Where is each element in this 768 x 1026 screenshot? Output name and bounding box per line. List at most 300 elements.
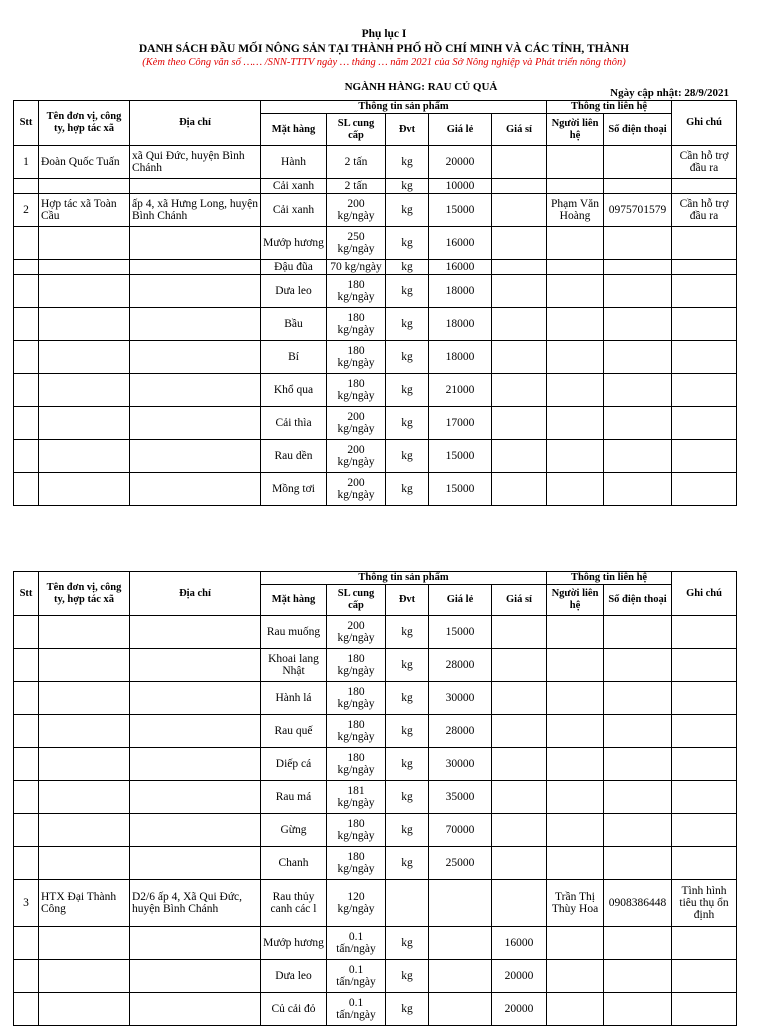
cell-uom: kg <box>386 927 429 960</box>
cell-supply: 70 kg/ngày <box>327 260 386 275</box>
cell-item: Mướp hương <box>261 927 327 960</box>
cell-stt <box>14 781 39 814</box>
cell-unit <box>39 275 130 308</box>
cell-retail: 17000 <box>429 407 492 440</box>
cell-phone <box>604 341 672 374</box>
cell-person <box>547 993 604 1026</box>
cell-item: Rau quế <box>261 715 327 748</box>
cell-wholesale <box>492 814 547 847</box>
cell-retail: 18000 <box>429 275 492 308</box>
table-row <box>14 960 737 993</box>
cell-item: Cải xanh <box>261 194 327 227</box>
cell-person <box>547 179 604 194</box>
cell-retail: 30000 <box>429 682 492 715</box>
table-row <box>14 308 737 341</box>
cell-supply: 200 kg/ngày <box>327 407 386 440</box>
cell-person <box>547 308 604 341</box>
table-row <box>14 781 737 814</box>
cell-note <box>672 993 737 1026</box>
cell-item: Rau dền <box>261 440 327 473</box>
cell-note <box>672 960 737 993</box>
cell-retail: 16000 <box>429 227 492 260</box>
cell-uom: kg <box>386 715 429 748</box>
cell-wholesale <box>492 715 547 748</box>
cell-item: Rau thủy canh các l <box>261 880 327 927</box>
cell-uom: kg <box>386 847 429 880</box>
cell-wholesale <box>492 260 547 275</box>
cell-address <box>130 275 261 308</box>
cell-person: Trần Thị Thùy Hoa <box>547 880 604 927</box>
col-uom: Đvt <box>386 585 429 616</box>
cell-person <box>547 847 604 880</box>
cell-address <box>130 407 261 440</box>
cell-address <box>130 814 261 847</box>
cell-item: Diếp cá <box>261 748 327 781</box>
cell-phone <box>604 616 672 649</box>
cell-uom: kg <box>386 748 429 781</box>
cell-item: Cải xanh <box>261 179 327 194</box>
table-row <box>14 748 737 781</box>
cell-unit <box>39 993 130 1026</box>
table-row <box>14 473 737 506</box>
cell-phone <box>604 748 672 781</box>
col-item: Mặt hàng <box>261 114 327 146</box>
cell-stt <box>14 308 39 341</box>
cell-note <box>672 649 737 682</box>
table-row <box>14 179 737 194</box>
cell-note <box>672 227 737 260</box>
cell-phone <box>604 814 672 847</box>
cell-wholesale <box>492 275 547 308</box>
cell-supply: 120 kg/ngày <box>327 880 386 927</box>
cell-supply: 180 kg/ngày <box>327 341 386 374</box>
cell-stt <box>14 341 39 374</box>
cell-supply: 180 kg/ngày <box>327 748 386 781</box>
cell-note <box>672 473 737 506</box>
cell-unit <box>39 341 130 374</box>
cell-phone <box>604 440 672 473</box>
col-address: Địa chỉ <box>130 572 261 616</box>
table-row <box>14 374 737 407</box>
cell-address: D2/6 ấp 4, Xã Qui Đức, huyện Bình Chánh <box>130 880 261 927</box>
cell-person <box>547 275 604 308</box>
cell-wholesale <box>492 781 547 814</box>
cell-uom: kg <box>386 993 429 1026</box>
cell-stt <box>14 649 39 682</box>
cell-item: Bầu <box>261 308 327 341</box>
cell-address <box>130 473 261 506</box>
cell-note <box>672 374 737 407</box>
cell-person <box>547 616 604 649</box>
cell-wholesale <box>492 341 547 374</box>
table-row <box>14 616 737 649</box>
cell-item: Dưa leo <box>261 960 327 993</box>
cell-unit <box>39 308 130 341</box>
cell-retail: 16000 <box>429 260 492 275</box>
cell-note <box>672 179 737 194</box>
table-row <box>14 194 737 227</box>
cell-supply: 180 kg/ngày <box>327 275 386 308</box>
cell-unit <box>39 781 130 814</box>
table-row <box>14 227 737 260</box>
col-group-product: Thông tin sản phẩm <box>261 572 547 585</box>
cell-phone <box>604 649 672 682</box>
cell-stt <box>14 260 39 275</box>
cell-uom: kg <box>386 194 429 227</box>
cell-uom: kg <box>386 260 429 275</box>
cell-unit <box>39 927 130 960</box>
cell-address <box>130 847 261 880</box>
cell-person <box>547 260 604 275</box>
table-row <box>14 260 737 275</box>
cell-retail: 70000 <box>429 814 492 847</box>
cell-supply: 2 tấn <box>327 146 386 179</box>
table-row <box>14 993 737 1026</box>
cell-stt <box>14 847 39 880</box>
table-row <box>14 814 737 847</box>
cell-wholesale <box>492 748 547 781</box>
cell-unit: Đoàn Quốc Tuấn <box>39 146 130 179</box>
cell-stt: 2 <box>14 194 39 227</box>
cell-address: xã Qui Đức, huyện Bình Chánh <box>130 146 261 179</box>
cell-uom: kg <box>386 440 429 473</box>
cell-retail: 28000 <box>429 649 492 682</box>
cell-retail: 35000 <box>429 781 492 814</box>
cell-uom: kg <box>386 341 429 374</box>
document-title: DANH SÁCH ĐẦU MỐI NÔNG SẢN TẠI THÀNH PHỐ HỒ CHÍ MINH VÀ CÁC TỈNH, THÀNH <box>138 43 630 55</box>
cell-wholesale <box>492 682 547 715</box>
cell-address <box>130 927 261 960</box>
cell-retail: 20000 <box>429 146 492 179</box>
col-wholesale: Giá sỉ <box>492 114 547 146</box>
cell-retail: 21000 <box>429 374 492 407</box>
cell-unit <box>39 616 130 649</box>
cell-item: Rau má <box>261 781 327 814</box>
cell-note <box>672 341 737 374</box>
cell-wholesale <box>492 194 547 227</box>
cell-person <box>547 440 604 473</box>
cell-phone <box>604 179 672 194</box>
cell-uom: kg <box>386 781 429 814</box>
cell-retail <box>429 993 492 1026</box>
cell-person <box>547 341 604 374</box>
produce-table-2 <box>13 571 737 1026</box>
cell-note <box>672 814 737 847</box>
col-address: Địa chỉ <box>130 101 261 146</box>
cell-note: Cần hỗ trợ đầu ra <box>672 194 737 227</box>
cell-person: Phạm Văn Hoàng <box>547 194 604 227</box>
cell-stt <box>14 682 39 715</box>
cell-retail: 30000 <box>429 748 492 781</box>
cell-supply: 180 kg/ngày <box>327 715 386 748</box>
cell-unit <box>39 682 130 715</box>
cell-retail: 25000 <box>429 847 492 880</box>
cell-address <box>130 682 261 715</box>
cell-retail: 15000 <box>429 473 492 506</box>
cell-wholesale <box>492 227 547 260</box>
cell-uom: kg <box>386 814 429 847</box>
cell-supply: 2 tấn <box>327 179 386 194</box>
cell-wholesale: 20000 <box>492 993 547 1026</box>
cell-unit <box>39 407 130 440</box>
cell-stt <box>14 814 39 847</box>
col-retail: Giá lẻ <box>429 585 492 616</box>
cell-phone <box>604 781 672 814</box>
cell-person <box>547 960 604 993</box>
cell-note <box>672 616 737 649</box>
cell-stt <box>14 993 39 1026</box>
table-row <box>14 341 737 374</box>
cell-note: Tình hình tiêu thụ ổn định <box>672 880 737 927</box>
cell-stt <box>14 960 39 993</box>
cell-phone <box>604 473 672 506</box>
cell-note <box>672 927 737 960</box>
table-1-body <box>14 146 737 506</box>
cell-uom: kg <box>386 374 429 407</box>
cell-supply: 200 kg/ngày <box>327 473 386 506</box>
cell-item: Rau muống <box>261 616 327 649</box>
cell-address <box>130 960 261 993</box>
cell-retail: 15000 <box>429 616 492 649</box>
cell-phone <box>604 847 672 880</box>
cell-person <box>547 927 604 960</box>
cell-retail: 10000 <box>429 179 492 194</box>
cell-stt <box>14 179 39 194</box>
cell-wholesale <box>492 616 547 649</box>
cell-uom: kg <box>386 616 429 649</box>
cell-note <box>672 847 737 880</box>
col-phone: Số điện thoại <box>604 585 672 616</box>
cell-stt <box>14 715 39 748</box>
cell-supply: 180 kg/ngày <box>327 814 386 847</box>
cell-supply: 0.1 tấn/ngày <box>327 960 386 993</box>
cell-address <box>130 308 261 341</box>
cell-supply: 0.1 tấn/ngày <box>327 993 386 1026</box>
cell-address <box>130 341 261 374</box>
cell-unit <box>39 260 130 275</box>
cell-person <box>547 473 604 506</box>
cell-wholesale <box>492 308 547 341</box>
cell-unit <box>39 748 130 781</box>
cell-unit <box>39 473 130 506</box>
cell-item: Mồng tơi <box>261 473 327 506</box>
appendix-label: Phụ lục I <box>361 28 407 40</box>
table-row <box>14 880 737 927</box>
cell-note <box>672 748 737 781</box>
cell-item: Đậu đũa <box>261 260 327 275</box>
cell-person <box>547 374 604 407</box>
cell-unit <box>39 847 130 880</box>
cell-person <box>547 407 604 440</box>
cell-uom: kg <box>386 146 429 179</box>
cell-phone <box>604 682 672 715</box>
table-row <box>14 407 737 440</box>
cell-unit <box>39 227 130 260</box>
cell-person <box>547 682 604 715</box>
cell-phone <box>604 960 672 993</box>
col-supply: SL cung cấp <box>327 585 386 616</box>
cell-uom: kg <box>386 682 429 715</box>
cell-person <box>547 715 604 748</box>
cell-phone <box>604 993 672 1026</box>
table-row <box>14 715 737 748</box>
industry-heading: NGÀNH HÀNG: RAU CỦ QUẢ <box>344 81 498 93</box>
cell-address <box>130 748 261 781</box>
cell-wholesale <box>492 649 547 682</box>
cell-person <box>547 649 604 682</box>
cell-phone <box>604 260 672 275</box>
cell-supply: 180 kg/ngày <box>327 308 386 341</box>
cell-stt: 3 <box>14 880 39 927</box>
table-row <box>14 847 737 880</box>
col-phone: Số điện thoại <box>604 114 672 146</box>
col-person: Người liên hệ <box>547 114 604 146</box>
col-unit: Tên đơn vị, công ty, hợp tác xã <box>39 572 130 616</box>
cell-stt <box>14 374 39 407</box>
cell-note <box>672 682 737 715</box>
cell-item: Cải thìa <box>261 407 327 440</box>
cell-stt <box>14 927 39 960</box>
produce-table-1 <box>13 100 737 506</box>
cell-address <box>130 374 261 407</box>
cell-address: ấp 4, xã Hưng Long, huyện Bình Chánh <box>130 194 261 227</box>
cell-note <box>672 407 737 440</box>
cell-address <box>130 715 261 748</box>
cell-retail <box>429 927 492 960</box>
cell-supply: 180 kg/ngày <box>327 649 386 682</box>
cell-address <box>130 440 261 473</box>
cell-phone <box>604 275 672 308</box>
col-unit: Tên đơn vị, công ty, hợp tác xã <box>39 101 130 146</box>
cell-phone <box>604 227 672 260</box>
col-retail: Giá lẻ <box>429 114 492 146</box>
cell-uom: kg <box>386 275 429 308</box>
table-2-body <box>14 616 737 1026</box>
cell-phone <box>604 715 672 748</box>
col-wholesale: Giá sỉ <box>492 585 547 616</box>
col-group-contact: Thông tin liên hệ <box>547 101 672 114</box>
cell-supply: 200 kg/ngày <box>327 440 386 473</box>
cell-wholesale <box>492 179 547 194</box>
table-row <box>14 927 737 960</box>
cell-stt <box>14 440 39 473</box>
cell-address <box>130 649 261 682</box>
cell-item: Khoai lang Nhật <box>261 649 327 682</box>
cell-unit <box>39 374 130 407</box>
cell-item: Chanh <box>261 847 327 880</box>
cell-person <box>547 781 604 814</box>
cell-supply: 200 kg/ngày <box>327 194 386 227</box>
table-row <box>14 275 737 308</box>
cell-address <box>130 260 261 275</box>
cell-stt <box>14 748 39 781</box>
cell-unit <box>39 179 130 194</box>
cell-uom: kg <box>386 308 429 341</box>
cell-retail <box>429 880 492 927</box>
table-row <box>14 649 737 682</box>
cell-note: Cần hỗ trợ đầu ra <box>672 146 737 179</box>
update-date: Ngày cập nhật: 28/9/2021 <box>610 87 729 99</box>
cell-item: Gừng <box>261 814 327 847</box>
cell-item: Bí <box>261 341 327 374</box>
cell-note <box>672 781 737 814</box>
cell-stt <box>14 227 39 260</box>
cell-phone <box>604 308 672 341</box>
cell-wholesale <box>492 146 547 179</box>
cell-stt <box>14 275 39 308</box>
table-row <box>14 440 737 473</box>
cell-supply: 0.1 tấn/ngày <box>327 927 386 960</box>
cell-address <box>130 993 261 1026</box>
cell-phone <box>604 374 672 407</box>
cell-wholesale: 20000 <box>492 960 547 993</box>
table-row <box>14 146 737 179</box>
cell-item: Mướp hương <box>261 227 327 260</box>
cell-item: Củ cải đỏ <box>261 993 327 1026</box>
cell-address <box>130 179 261 194</box>
col-person: Người liên hệ <box>547 585 604 616</box>
col-stt: Stt <box>14 101 39 146</box>
cell-person <box>547 227 604 260</box>
cell-retail: 15000 <box>429 194 492 227</box>
cell-supply: 180 kg/ngày <box>327 374 386 407</box>
cell-unit <box>39 814 130 847</box>
cell-person <box>547 748 604 781</box>
cell-retail: 15000 <box>429 440 492 473</box>
cell-unit <box>39 649 130 682</box>
col-group-contact: Thông tin liên hệ <box>547 572 672 585</box>
cell-unit: Hợp tác xã Toàn Cầu <box>39 194 130 227</box>
cell-supply: 250 kg/ngày <box>327 227 386 260</box>
cell-stt <box>14 616 39 649</box>
cell-supply: 200 kg/ngày <box>327 616 386 649</box>
table-row <box>14 682 737 715</box>
document-subtitle: (Kèm theo Công văn số …… /SNN-TTTV ngày … tháng … năm 2021 của Sở Nông nghiệp và Phát triển nông thôn) <box>142 57 626 68</box>
cell-phone: 0908386448 <box>604 880 672 927</box>
cell-item: Hành <box>261 146 327 179</box>
col-supply: SL cung cấp <box>327 114 386 146</box>
cell-wholesale <box>492 440 547 473</box>
cell-phone <box>604 407 672 440</box>
cell-unit <box>39 960 130 993</box>
cell-person <box>547 146 604 179</box>
cell-wholesale <box>492 407 547 440</box>
cell-retail: 28000 <box>429 715 492 748</box>
cell-uom: kg <box>386 960 429 993</box>
cell-unit: HTX Đại Thành Công <box>39 880 130 927</box>
cell-address <box>130 227 261 260</box>
cell-unit <box>39 440 130 473</box>
cell-item: Hành lá <box>261 682 327 715</box>
cell-uom: kg <box>386 473 429 506</box>
cell-phone: 0975701579 <box>604 194 672 227</box>
cell-retail: 18000 <box>429 341 492 374</box>
cell-wholesale <box>492 880 547 927</box>
cell-item: Khổ qua <box>261 374 327 407</box>
cell-wholesale <box>492 473 547 506</box>
cell-item: Dưa leo <box>261 275 327 308</box>
cell-note <box>672 275 737 308</box>
cell-supply: 180 kg/ngày <box>327 682 386 715</box>
col-item: Mặt hàng <box>261 585 327 616</box>
cell-address <box>130 616 261 649</box>
cell-wholesale: 16000 <box>492 927 547 960</box>
cell-uom: kg <box>386 227 429 260</box>
cell-stt <box>14 473 39 506</box>
cell-uom: kg <box>386 649 429 682</box>
col-note: Ghi chú <box>672 101 737 146</box>
cell-uom: kg <box>386 407 429 440</box>
